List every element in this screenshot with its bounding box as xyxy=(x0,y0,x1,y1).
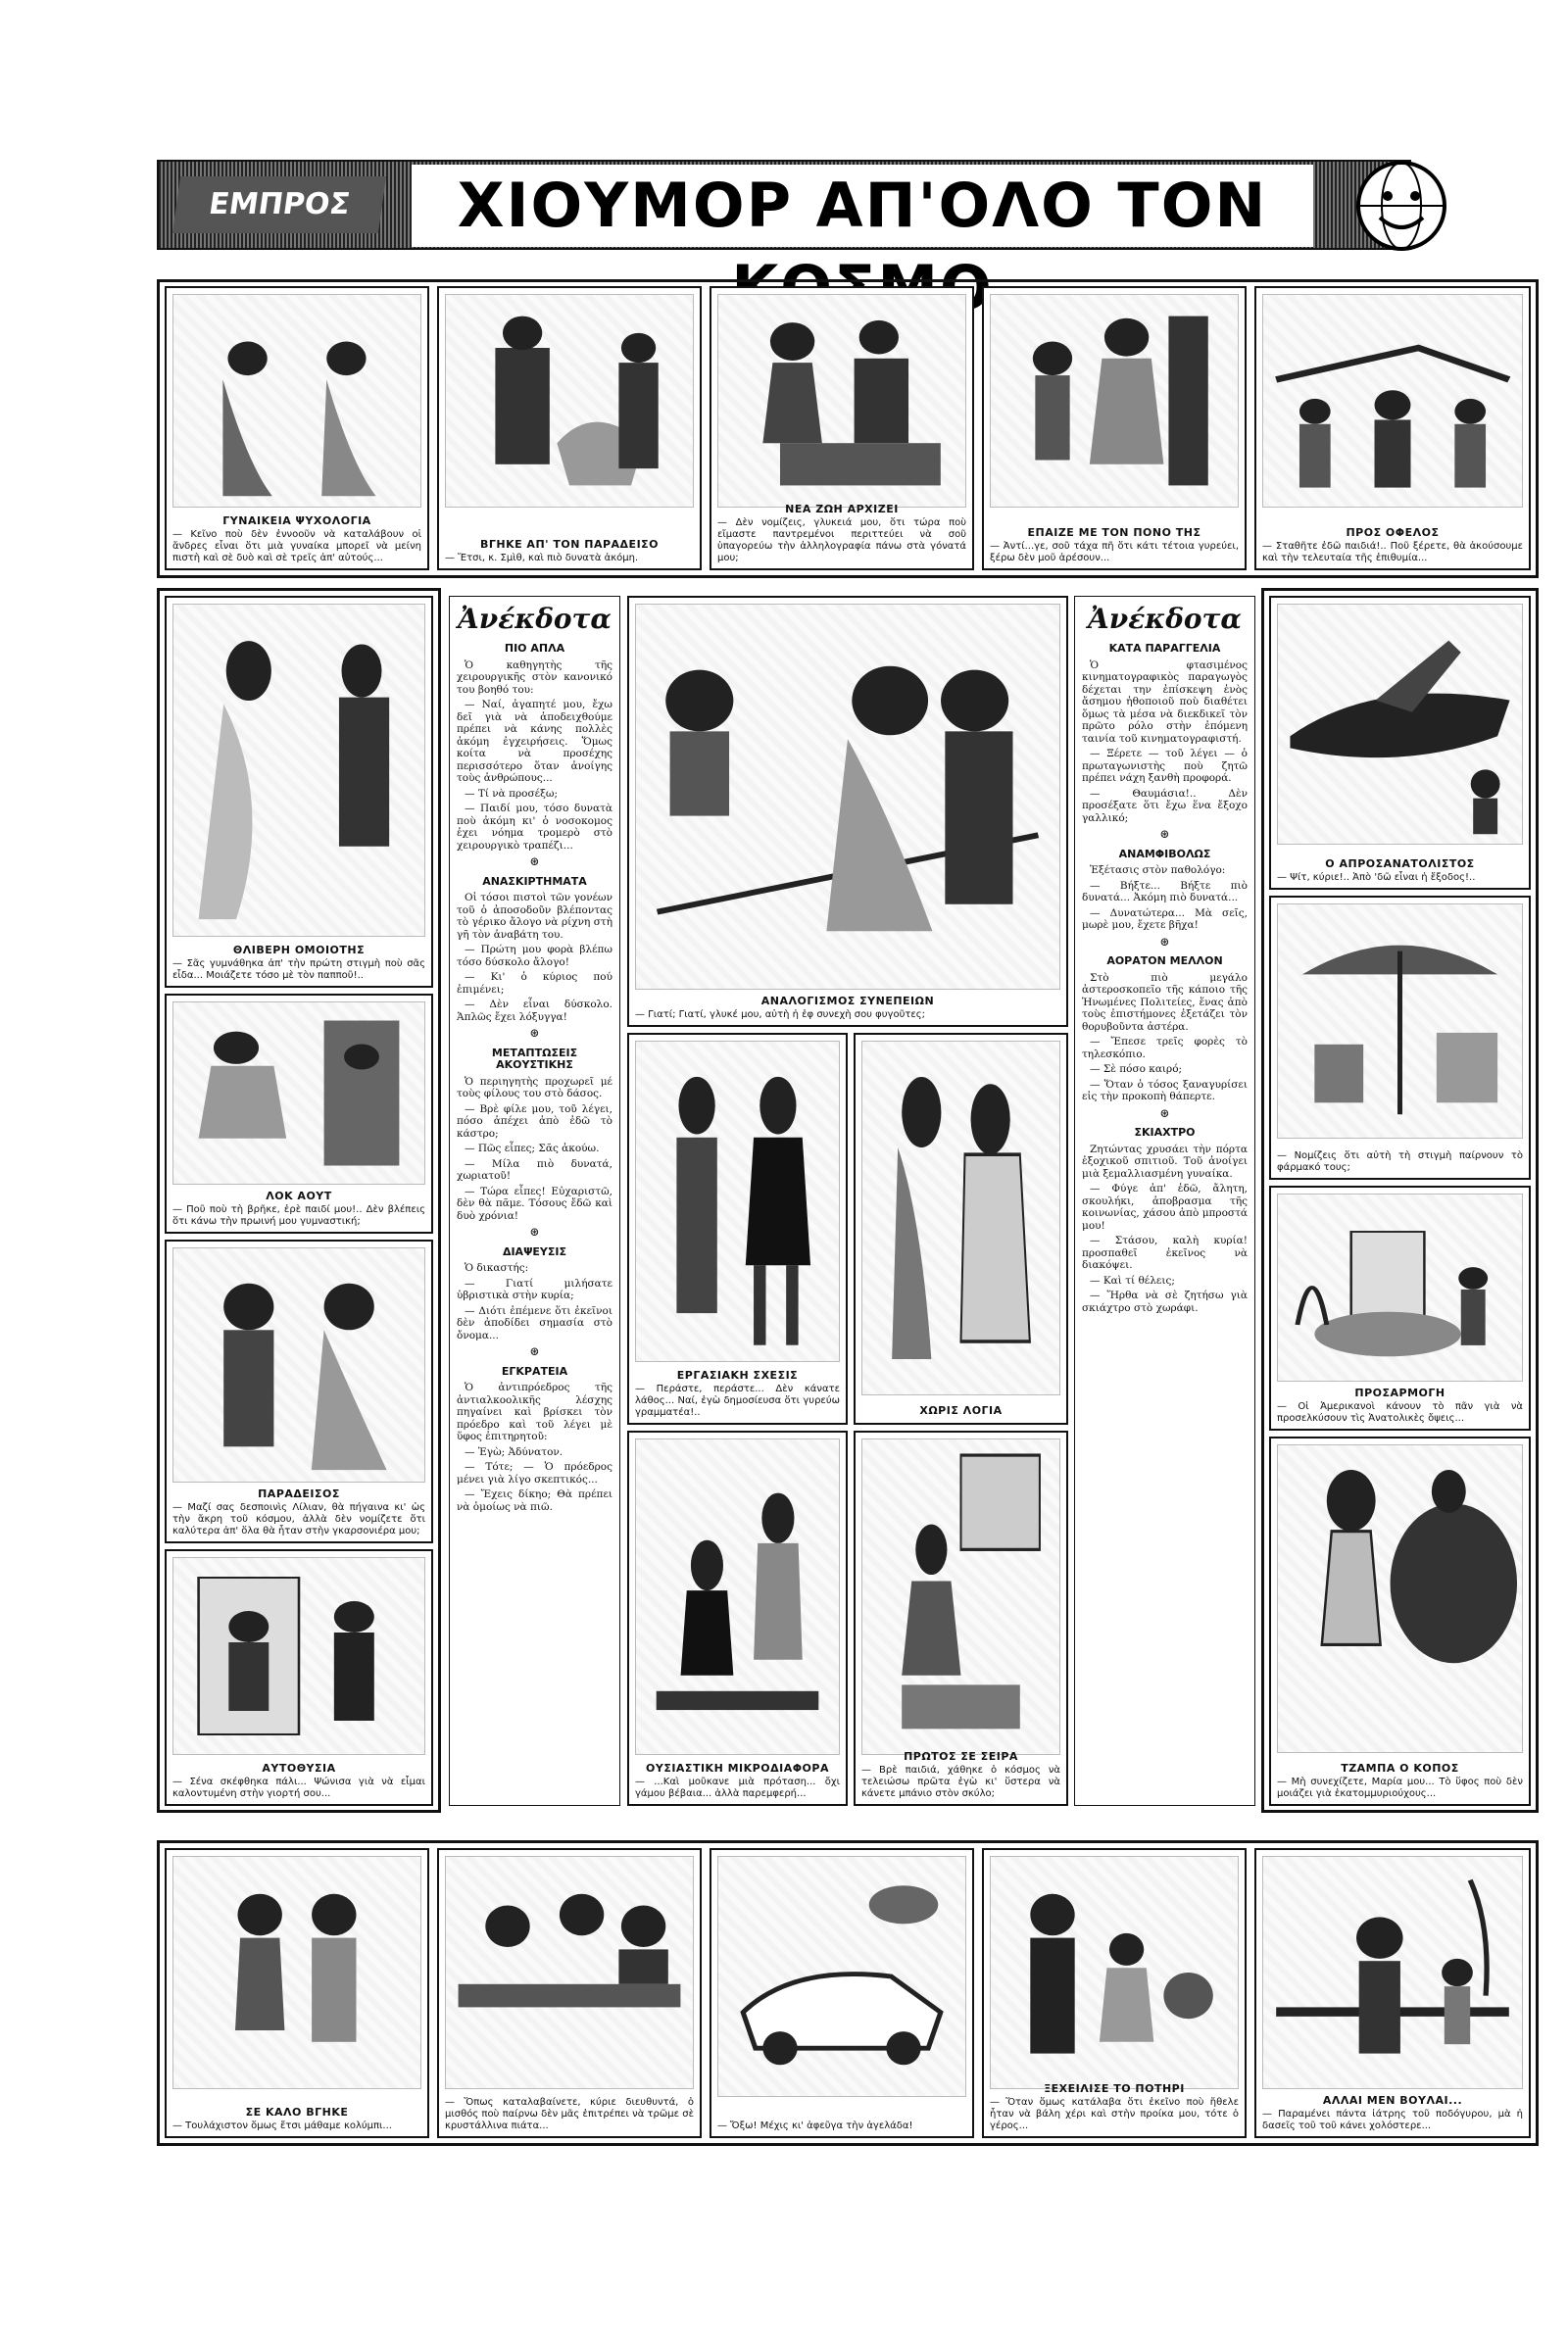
anecdotes-body xyxy=(1082,643,1248,1314)
anecdote-paragraph: — Θαυμάσια!.. Δὲν προσέξατε ὅτι ἔχω ἕνα ἔξοχο γαλλικό; xyxy=(1082,787,1248,824)
cartoon-panel xyxy=(982,1848,1247,2138)
anecdote-paragraph: — Πῶς εἶπες; Σᾶς ἀκούω. xyxy=(465,1143,600,1154)
cartoon-illustration xyxy=(172,1856,421,2089)
cartoon-panel xyxy=(1269,596,1531,890)
cartoon-caption: — Περάστε, περάστε... Δὲν κάνατε λάθος... Ναί, ἐγὼ δημοσίευσα ὅτι γυρεύω γραμματέα!.. xyxy=(635,1384,840,1418)
anecdotes-heading: Ἀνέκδοτα xyxy=(458,603,612,635)
cartoon-title: ΒΓΗΚΕ ΑΠ' ΤΟΝ ΠΑΡΑΔΕΙΣΟ xyxy=(479,538,660,551)
anecdotes-body xyxy=(457,643,612,1513)
cartoon-panel xyxy=(1269,1437,1531,1806)
anecdote-title: ΑΝΑΜΦΙΒΟΛΩΣ xyxy=(1118,847,1211,860)
anecdotes-heading: Ἀνέκδοτα xyxy=(1088,603,1242,635)
anecdote-title: ΑΝΑΣΚΙΡΤΗΜΑΤΑ xyxy=(482,874,587,888)
cartoon-title: ΝΕΑ ΖΩΗ ΑΡΧΙΖΕΙ xyxy=(785,503,899,515)
anecdote-paragraph: — Βρὲ φίλε μου, τοῦ λέγει, πόσο ἀπέχει ἀπὸ ἐδῶ τὸ κάστρο; xyxy=(457,1102,612,1140)
cartoon-illustration xyxy=(172,1247,425,1483)
cartoon-illustration xyxy=(990,294,1239,508)
cartoon-illustration xyxy=(717,1856,966,2097)
anecdote-title: ΠΙΟ ΑΠΛΑ xyxy=(504,642,565,655)
cartoon-panel xyxy=(854,1431,1068,1806)
section-separator-icon: ⊛ xyxy=(1159,1105,1170,1120)
anecdote-paragraph: — Στάσου, καλὴ κυρία! προσπαθεῖ ἐκεῖνος νὰ διακόψει. xyxy=(1082,1235,1248,1271)
cartoon-panel xyxy=(165,1549,433,1806)
cartoon-title: ΤΖΑΜΠΑ Ο ΚΟΠΟΣ xyxy=(1341,1762,1459,1775)
cartoon-title: ΛΟΚ ΑΟΥΤ xyxy=(266,1190,332,1202)
cartoon-caption: — Κεῖνο ποὺ δὲν ἐννοοῦν νὰ καταλάβουν οἱ ἄνδρες εἶναι ὅτι μιὰ γυναίκα μπορεῖ νὰ μείνη πιστὴ καὶ σὲ δυὸ καὶ σὲ τρεῖς ἀπ' αὐτούς... xyxy=(172,529,421,563)
cartoon-title: ΟΥΣΙΑΣΤΙΚΗ ΜΙΚΡΟΔΙΑΦΟΡΑ xyxy=(646,1762,829,1775)
anecdote-paragraph: — Ἔπεσε τρεῖς φορὲς τὸ τηλεσκόπιο. xyxy=(1082,1036,1248,1060)
anecdote-paragraph: Ὁ περιηγητὴς προχωρεῖ μέ τοὺς φίλους του στὸ δάσος. xyxy=(457,1075,612,1099)
anecdote-paragraph: — Τότε; — Ὁ πρόεδρος μένει γιὰ λίγο σκεπτικός... xyxy=(457,1461,612,1486)
anecdote-paragraph: — Κι' ὁ κύριος πού ἐπιμένει; xyxy=(457,971,612,996)
anecdote-paragraph: — Τί νὰ προσέξω; xyxy=(465,787,558,800)
cartoon-caption: — Ποῦ ποὺ τὴ βρῆκε, ἐρὲ παιδί μου!.. Δὲν βλέπεις ὅτι κάνω τὴν πρωινή μου γυμναστική; xyxy=(172,1204,425,1227)
section-separator-icon: ⊛ xyxy=(529,1344,540,1358)
cartoon-illustration xyxy=(1262,1856,1523,2089)
cartoon-panel xyxy=(165,1240,433,1543)
cartoon-illustration xyxy=(990,1856,1239,2089)
anecdote-paragraph: — Παιδί μου, τόσο δυνατὰ ποὺ ἀκόμη κι' ὁ νοσοκομος ἐχει νόημα τρομερὸ στὸ χειρουργικὸ τραπέζι... xyxy=(457,803,612,852)
cartoon-title: ΠΡΟΣΑΡΜΟΓΗ xyxy=(1354,1387,1446,1399)
cartoon-caption: — Παραμένει πάντα ἰάτρης τοῦ ποδόγυρου, μὰ ἡ δασεῖς τοῦ τοῦ κάνει χολόστερε... xyxy=(1262,2109,1523,2131)
anecdote-paragraph: Ὁ καθηγητὴς τῆς χειρουργικῆς στὸν κανονικό του βοηθό του: xyxy=(457,658,612,696)
anecdotes-column-right xyxy=(1074,596,1255,1806)
anecdote-paragraph: Στὸ πιὸ μεγάλο ἀστεροσκοπεῖο τῆς κάποιο τῆς Ἡνωμένες Πολιτείες, ἕνας ἀπὸ τοὺς ἐπιστήμονες ἐξετάζει τὸν θορυβοῦντα ἀστέρα. xyxy=(1082,971,1248,1033)
anecdote-paragraph: Ζητώντας χρυσάει τὴν πόρτα ἐξοχικοῦ σπιτιοῦ. Τοῦ ἀνοίγει μιὰ ξεμαλλιασμένη γυναίκα. xyxy=(1082,1143,1248,1180)
cartoon-panel xyxy=(982,286,1247,570)
cartoon-panel xyxy=(165,1848,429,2138)
anecdote-paragraph: — Καὶ τί θέλεις; xyxy=(1090,1274,1175,1287)
cartoon-panel xyxy=(437,286,702,570)
section-separator-icon: ⊛ xyxy=(529,854,540,868)
cartoon-caption: — Σᾶς γυμνάθηκα ἀπ' τὴν πρώτη στιγμὴ ποὺ σᾶς εἶδα... Μοιάζετε τόσο μὲ τὸν παπποῦ!.. xyxy=(172,958,425,981)
cartoon-title: ΕΠΑΙΖΕ ΜΕ ΤΟΝ ΠΟΝΟ ΤΗΣ xyxy=(1027,526,1201,539)
cartoon-caption: — Ἔτσι, κ. Σμὶθ, καὶ πιὸ δυνατὰ ἀκόμη. xyxy=(445,553,639,563)
anecdote-paragraph: Ἐξέτασις στὸν παθολόγο: xyxy=(1090,864,1226,876)
cartoon-illustration xyxy=(861,1438,1060,1755)
anecdote-title: ΚΑΤΑ ΠΑΡΑΓΓΕΛΙΑ xyxy=(1108,642,1221,655)
cartoon-illustration xyxy=(172,1001,425,1185)
anecdote-paragraph: — Πρώτη μου φορὰ βλέπω τόσο δύσκολο ἄλογο! xyxy=(457,944,612,968)
cartoon-panel xyxy=(1254,1848,1531,2138)
cartoon-illustration xyxy=(635,1041,840,1362)
anecdotes-column-left xyxy=(449,596,620,1806)
anecdote-paragraph: — Ξέρετε — τοῦ λέγει — ὁ πρωταγωνιστὴς ποὺ ζητῶ πρέπει νάχη ξανθὴ προφορά. xyxy=(1082,748,1248,784)
cartoon-caption: — Ὄξω! Μέχις κι' ἀφεῦγα τὴν ἀγελάδα! xyxy=(717,2121,913,2131)
anecdote-paragraph: — Τώρα εἶπες! Εὐχαριστῶ, δὲν θὰ πᾶμε. Τόσους ἔδῶ καὶ δυὸ χρόνια! xyxy=(457,1185,612,1222)
cartoon-illustration xyxy=(861,1041,1060,1395)
cartoon-caption: — Ψίτ, κύριε!.. Ἀπὸ 'δῶ εἶναι ἡ ἔξοδος!.. xyxy=(1277,872,1476,883)
cartoon-caption: — Ἀντί...γε, σοῦ τάχα πῆ ὅτι κάτι τέτοια γυρεύει, ξέρω δὲν μοῦ ἀρέσουν... xyxy=(990,541,1239,563)
cartoon-panel xyxy=(165,596,433,988)
anecdote-paragraph: Ὁ φτασιμένος κινηματογραφικὸς παραγωγὸς δέχεται την ἐπίσκεψη ἑνὸς ἄσημου ἠθοποιοῦ ποὺ διαθέτει ὅμως τὰ μέσα νὰ διεκδικεῖ τὸν πρῶτο ρόλο στὴν ἐπόμενη ταινία τοῦ κινηματογραφιστή. xyxy=(1082,658,1248,745)
anecdote-paragraph: — Δὲν εἶναι δύσκολο. Ἁπλῶς ἔχει λόξυγγα! xyxy=(457,999,612,1023)
cartoon-panel xyxy=(710,286,974,570)
cartoon-title: ΣΕ ΚΑΛΟ ΒΓΗΚΕ xyxy=(245,2106,349,2119)
cartoon-title: ΠΡΩΤΟΣ ΣΕ ΣΕΙΡΑ xyxy=(904,1750,1018,1763)
smiling-globe-icon xyxy=(1352,157,1450,255)
cartoon-caption: — Οἱ Ἀμερικανοὶ κάνουν τὸ πᾶν γιὰ νὰ προσελκύσουν τὶς Ἀνατολικὲς ὄψεις... xyxy=(1277,1401,1523,1424)
cartoon-title: ΠΡΟΣ ΟΦΕΛΟΣ xyxy=(1346,526,1440,539)
cartoon-panel xyxy=(627,596,1068,1027)
cartoon-panel xyxy=(1269,896,1531,1180)
cartoon-caption: — Βρὲ παιδιά, χάθηκε ὁ κόσμος νὰ τελειώσω πρῶτα ἐγὼ κι' ὕστερα νὰ κάνετε μπάνιο στὸν σκύλο; xyxy=(861,1765,1060,1799)
anecdote-paragraph: — Ναί, ἀγαπητέ μου, ἔχω δεῖ γιὰ νὰ ἀποδειχθούμε πρέπει νὰ κάνης πολλὲς ἀκόμη ἐγχειρήσεις. Ὅμως κοίτα νὰ προσέχης περισσότερο ὅταν ἀνοίγης τοὺς ἀνθρώπους... xyxy=(457,699,612,784)
cartoon-caption: — Δὲν νομίζεις, γλυκειά μου, ὅτι τώρα ποὺ εἴμαστε παντρεμένοι περιττεύει νὰ σοῦ ὑπαγορεύω τὴν ἀλληλογραφία πάνω στὰ γόνατά μου; xyxy=(717,517,966,563)
cartoon-panel xyxy=(627,1033,848,1425)
anecdote-title: ΑΟΡΑΤΟΝ ΜΕΛΛΟΝ xyxy=(1106,954,1223,967)
cartoon-panel xyxy=(710,1848,974,2138)
cartoon-caption: — Μαζί σας δεσποινὶς Λίλιαν, θὰ πήγαινα κι' ὡς τὴν ἄκρη τοῦ κόσμου, ἀλλὰ δὲν νομίζετε ὅτι καλύτερα ἀπ' ὅλα θὰ ἦταν στὴν γκαρσονιέρα μου; xyxy=(172,1502,425,1536)
cartoon-title: ΑΝΑΛΟΓΙΣΜΟΣ ΣΥΝΕΠΕΙΩΝ xyxy=(760,995,935,1007)
cartoon-caption: — Σταθῆτε ἐδῶ παιδιά!.. Ποῦ ξέρετε, θὰ ἀκούσουμε καὶ τὴν τελευταία τῆς ἐπιθυμία... xyxy=(1262,541,1523,563)
cartoon-illustration xyxy=(172,294,421,508)
cartoon-caption: — Σένα σκέφθηκα πάλι... Ψώνισα γιὰ νὰ εἶμαι καλοντυμένη στὴν γιορτή σου... xyxy=(172,1777,425,1799)
anecdote-paragraph: — Ὅταν ὁ τόσος ξαναγυρίσει εἰς τὴν προκοπὴ θάπερτε. xyxy=(1082,1078,1248,1102)
cartoon-illustration xyxy=(172,1557,425,1755)
cartoon-caption: — Νομίζεις ὅτι αὐτὴ τὴ στιγμὴ παίρνουν τὸ φάρμακό τους; xyxy=(1277,1150,1523,1173)
cartoon-panel xyxy=(165,994,433,1234)
anecdote-title: ΕΓΚΡΑΤΕΙΑ xyxy=(501,1364,568,1378)
anecdote-paragraph: — Μίλα πιὸ δυνατά, χωριατοῦ! xyxy=(457,1157,612,1182)
cartoon-caption: — Ὅταν ὅμως κατάλαβα ὅτι ἐκεῖνο ποὺ ἤθελε ἦταν νὰ βάλη χέρι καὶ στὴν προίκα μου, τότε ὁ γέρος... xyxy=(990,2097,1239,2131)
section-separator-icon: ⊛ xyxy=(1159,934,1170,949)
cartoon-illustration xyxy=(717,294,966,508)
cartoon-title: ΧΩΡΙΣ ΛΟΓΙΑ xyxy=(919,1404,1003,1417)
cartoon-illustration xyxy=(1277,604,1523,845)
anecdote-paragraph: — Σὲ πόσο καιρό; xyxy=(1090,1063,1183,1075)
cartoon-caption: — ...Καὶ μοῦκανε μιὰ πρόταση... ὄχι γάμου βέβαια... ἀλλὰ παρεμφερή... xyxy=(635,1777,840,1799)
newspaper-logo: ΕΜΠΡΟΣ xyxy=(172,176,386,233)
section-separator-icon: ⊛ xyxy=(529,1026,540,1040)
cartoon-caption: — Γιατί; Γιατί, γλυκέ μου, αὐτὴ ἡ ἐφ συνεχὴ σου φυγοῦτες; xyxy=(635,1009,926,1020)
anecdote-paragraph: Ὁ ἀντιπρόεδρος τῆς ἀντιαλκοολικῆς λέσχης πηγαίνει καὶ βρίσκει τὸν πρόεδρο καὶ τοῦ λέγει μὲ ὕφος ἐπιτηρητοῦ: xyxy=(457,1382,612,1442)
cartoon-panel xyxy=(1254,286,1531,570)
cartoon-title: Ο ΑΠΡΟΣΑΝΑΤΟΛΙΣΤΟΣ xyxy=(1325,857,1475,870)
cartoon-panel xyxy=(1269,1186,1531,1431)
anecdote-title: ΣΚΙΑΧΤΡΟ xyxy=(1134,1126,1196,1139)
section-separator-icon: ⊛ xyxy=(1159,827,1170,841)
anecdote-paragraph: — Διότι ἐπέμενε ὅτι ἐκεῖνοι δὲν ἀποδίδει σημασία στὸ ὄνομα... xyxy=(457,1304,612,1341)
cartoon-title: ΠΑΡΑΔΕΙΣΟΣ xyxy=(258,1487,340,1500)
cartoon-illustration xyxy=(1277,903,1523,1139)
cartoon-title: ΑΛΛΑΙ ΜΕΝ ΒΟΥΛΑΙ... xyxy=(1322,2094,1463,2107)
cartoon-panel xyxy=(165,286,429,570)
cartoon-caption: — Μὴ συνεχίζετε, Μαρία μου... Τὸ ὕφος ποὺ δὲν μοιάζει γιὰ ἑκατομμυριούχους... xyxy=(1277,1777,1523,1799)
anecdote-paragraph: — Δυνατώτερα... Μὰ σεῖς, μωρὲ μου, ἔχετε βῆχα! xyxy=(1082,906,1248,931)
cartoon-illustration xyxy=(172,604,425,937)
cartoon-illustration xyxy=(1277,1444,1523,1753)
section-separator-icon: ⊛ xyxy=(529,1225,540,1239)
anecdote-paragraph: — Ἥρθα νὰ σὲ ζητήσω γιὰ σκιάχτρο στὸ χωράφι. xyxy=(1082,1290,1248,1314)
cartoon-title: ΑΥΤΟΘΥΣΙΑ xyxy=(262,1762,336,1775)
anecdote-title: ΜΕΤΑΠΤΩΣΕΙΣ ΑΚΟΥΣΤΙΚΗΣ xyxy=(491,1046,578,1071)
cartoon-panel xyxy=(437,1848,702,2138)
anecdote-paragraph: Ὁ δικαστής: xyxy=(465,1262,529,1274)
page-title: ΧΙΟΥΜΟΡ ΑΠ'ΟΛΟ ΤΟΝ xyxy=(412,165,1313,247)
cartoon-title: ΓΥΝΑΙΚΕΙΑ ΨΥΧΟΛΟΓΙΑ xyxy=(222,514,371,527)
cartoon-title: ΘΛΙΒΕΡΗ ΟΜΟΙΟΤΗΣ xyxy=(232,944,366,956)
anecdote-paragraph: Οἱ τόσοι πιστοὶ τῶν γονέων τοῦ ὁ ἀποσοδοῦν βλέποντας τὸ γέρικο ἄλογο νὰ ρίχνη στὴ γῆ τὸν ἀναβάτη του. xyxy=(457,892,612,941)
anecdote-paragraph: — Ἐγὼ; Ἀδύνατον. xyxy=(465,1445,564,1458)
anecdote-paragraph: — Ἔχεις δίκηο; Θὰ πρέπει νὰ ὁμοίως νὰ πιῶ. xyxy=(457,1488,612,1513)
anecdote-paragraph: — Βήξτε... Βήξτε πιὸ δυνατά... Ἀκόμη πιὸ δυνατά... xyxy=(1082,879,1248,903)
anecdote-title: ΔΙΑΨΕΥΣΙΣ xyxy=(502,1244,567,1258)
cartoon-title: ΞΕΧΕΙΛΙΣΕ ΤΟ ΠΟΤΗΡΙ xyxy=(1044,2082,1185,2095)
cartoon-title: ΕΡΓΑΣΙΑΚΗ ΣΧΕΣΙΣ xyxy=(676,1369,799,1382)
cartoon-illustration xyxy=(635,604,1060,990)
anecdote-paragraph: — Φύγε ἀπ' ἐδῶ, ἄλητη, σκουλήκι, ἀποβρασμα τῆς κοινωνίας, χάσου ἀπὸ μπροστά μου! xyxy=(1082,1183,1248,1232)
cartoon-illustration xyxy=(1277,1194,1523,1382)
cartoon-panel xyxy=(627,1431,848,1806)
cartoon-illustration xyxy=(445,1856,694,2089)
cartoon-caption: — Ὅπως καταλαβαίνετε, κύριε διευθυντά, ὁ μισθός ποὺ παίρνω δὲν μᾶς ἐπιτρέπει νὰ τρῶμε σὲ κρυστάλλινα πιάτα... xyxy=(445,2097,694,2131)
cartoon-panel xyxy=(854,1033,1068,1425)
cartoon-illustration xyxy=(635,1438,840,1755)
cartoon-caption: — Τουλάχιστον ὅμως ἔτσι μάθαμε κολύμπι... xyxy=(172,2121,392,2131)
cartoon-illustration xyxy=(445,294,694,508)
anecdote-paragraph: — Γιατί μιλήσατε ὑβριστικὰ στὴν κυρία; xyxy=(457,1277,612,1301)
cartoon-illustration xyxy=(1262,294,1523,508)
